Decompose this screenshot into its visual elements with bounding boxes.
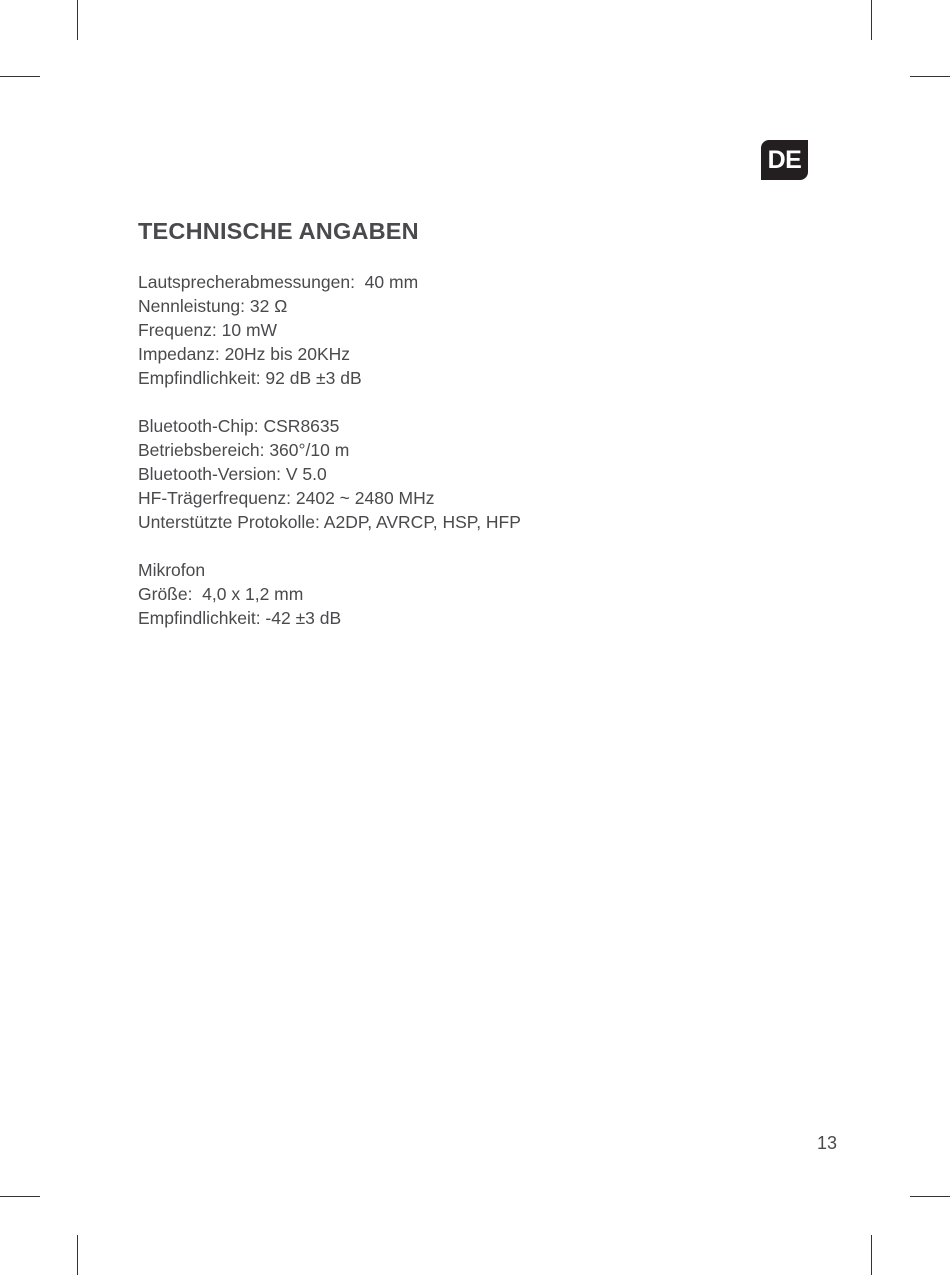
crop-mark-bottom-left-vertical bbox=[77, 1235, 78, 1275]
page-title: TECHNISCHE ANGABEN bbox=[138, 218, 419, 244]
spec-line: Empfindlichkeit: -42 ±3 dB bbox=[138, 608, 342, 628]
spec-line: Impedanz: 20Hz bis 20KHz bbox=[138, 344, 351, 364]
spec-line: Mikrofon bbox=[138, 560, 206, 580]
spec-line: HF-Trägerfrequenz: 2402 ~ 2480 MHz bbox=[138, 488, 435, 508]
spec-group-microphone bbox=[138, 558, 758, 630]
spec-line: Bluetooth-Version: V 5.0 bbox=[138, 464, 327, 484]
crop-mark-top-right-horizontal bbox=[910, 76, 950, 77]
crop-mark-bottom-right-horizontal bbox=[910, 1196, 950, 1197]
crop-mark-top-left-vertical bbox=[77, 0, 78, 40]
spec-group-speaker bbox=[138, 270, 758, 390]
crop-mark-top-right-vertical bbox=[871, 0, 872, 40]
crop-mark-bottom-right-vertical bbox=[871, 1235, 872, 1275]
crop-mark-bottom-left-horizontal bbox=[0, 1196, 40, 1197]
spec-line: Lautsprecherabmessungen: 40 mm bbox=[138, 272, 419, 292]
spec-line: Frequenz: 10 mW bbox=[138, 320, 278, 340]
spec-line: Nennleistung: 32 Ω bbox=[138, 296, 288, 316]
spec-group-bluetooth bbox=[138, 414, 758, 534]
spec-section bbox=[138, 214, 758, 654]
spec-line: Unterstützte Protokolle: A2DP, AVRCP, HSP, HFP bbox=[138, 512, 521, 532]
spec-line: Größe: 4,0 x 1,2 mm bbox=[138, 584, 304, 604]
page-number: 13 bbox=[816, 1133, 837, 1153]
spec-line: Empfindlichkeit: 92 dB ±3 dB bbox=[138, 368, 362, 388]
language-badge: DE bbox=[761, 140, 808, 180]
spec-line: Betriebsbereich: 360°/10 m bbox=[138, 440, 350, 460]
crop-mark-top-left-horizontal bbox=[0, 76, 40, 77]
spec-line: Bluetooth-Chip: CSR8635 bbox=[138, 416, 340, 436]
